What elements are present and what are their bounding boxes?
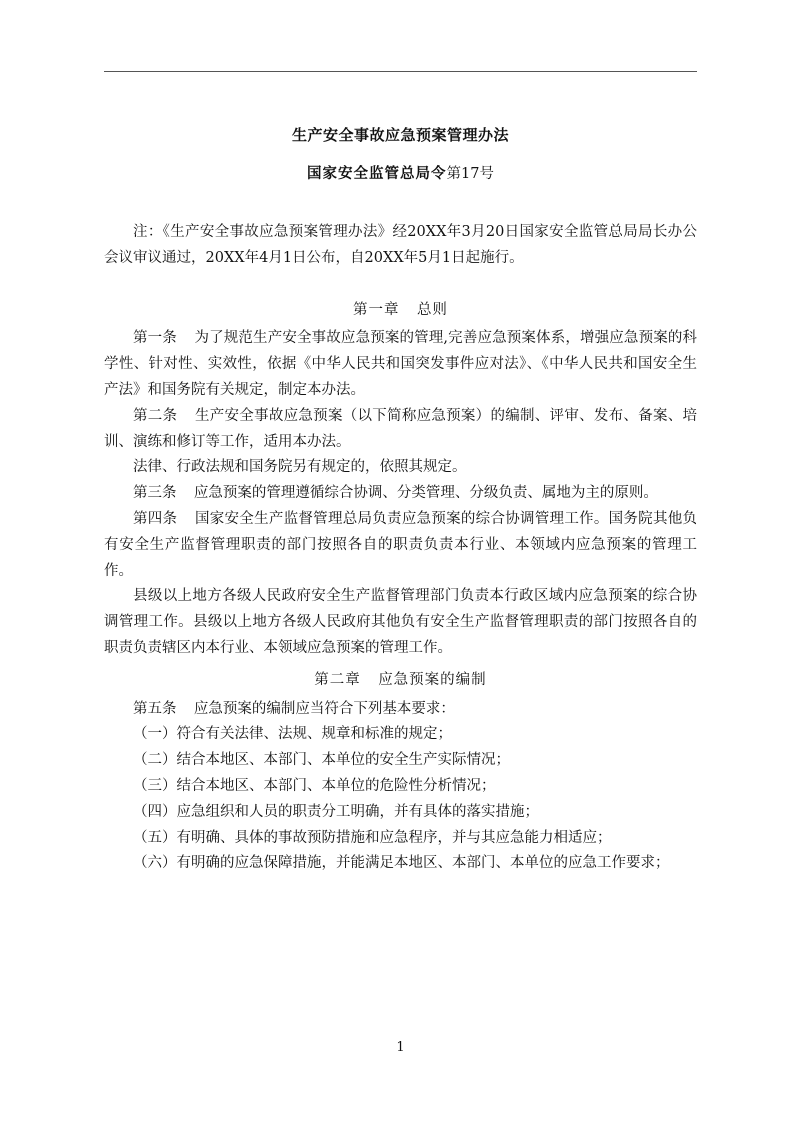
chapter-label: 第二章 — [314, 671, 361, 688]
article-number: 第二条 — [133, 407, 178, 424]
article-text: 为了规范生产安全事故应急预案的管理,完善应急预案体系，增强应急预案的科学性、针对性、实效性，依据《中华人民共和国突发事件应对法》、《中华人民共和国安全生产法》和国务院有关规定，制定本办法。 — [104, 330, 697, 398]
order-number: 第17号 — [446, 166, 494, 182]
list-item: （四）应急组织和人员的职责分工明确，并有具体的落实措施； — [133, 803, 539, 820]
article-1 — [104, 326, 697, 403]
article-text: 县级以上地方各级人民政府安全生产监督管理部门负责本行政区域内应急预案的综合协调管理工作。县级以上地方各级人民政府其他负有安全生产监督管理职责的部门按照各自的职责负责辖区内本行业、本领域应急预案的管理工作。 — [104, 588, 697, 656]
article-4-paragraph-2 — [104, 584, 697, 661]
article-text: 国家安全生产监督管理总局负责应急预案的综合协调管理工作。国务院其他负有安全生产监督管理职责的部门按照各自的职责负责本行业、本领域内应急预案的管理工作。 — [104, 510, 698, 579]
order-line — [104, 162, 697, 183]
article-number: 第一条 — [133, 330, 177, 347]
page-number: 1 — [396, 1040, 405, 1055]
article-number: 第四条 — [133, 510, 178, 527]
article-2-paragraph-2 — [104, 455, 697, 481]
article-5 — [104, 697, 697, 723]
article-number: 第三条 — [133, 485, 177, 502]
chapter-label: 第一章 — [353, 301, 400, 318]
chapter-title: 总则 — [416, 301, 448, 318]
article-text: 法律、行政法规和国务院另有规定的，依照其规定。 — [133, 459, 467, 476]
list-item: （三）结合本地区、本部门、本单位的危险性分析情况； — [133, 777, 496, 794]
article-text: 应急预案的管理遵循综合协调、分类管理、分级负责、属地为主的原则。 — [193, 485, 658, 502]
article-4 — [104, 507, 697, 584]
order-prefix: 国家安全监管总局令 — [307, 165, 447, 182]
article-2 — [104, 404, 697, 456]
article-3 — [104, 481, 697, 507]
chapter-heading-1 — [104, 298, 697, 324]
article-text: 应急预案的编制应当符合下列基本要求： — [193, 700, 455, 717]
chapter-heading-2 — [104, 668, 697, 694]
document-title: 生产安全事故应急预案管理办法 — [291, 126, 509, 144]
list-item: （二）结合本地区、本部门、本单位的安全生产实际情况； — [133, 752, 510, 769]
header-rule — [104, 71, 697, 72]
note-paragraph: 注：《生产安全事故应急预案管理办法》经20XX年3月20日国家安全监管总局局长办公会议审议通过，20XX年4月1日公布，自20XX年5月1日起施行。 — [104, 224, 697, 266]
document-body — [104, 220, 697, 877]
chapter-title: 应急预案的编制 — [378, 671, 487, 688]
list-item: （五）有明确、具体的事故预防措施和应急程序，并与其应急能力相适应； — [133, 829, 612, 846]
list-item: （六）有明确的应急保障措施，并能满足本地区、本部门、本单位的应急工作要求； — [133, 855, 670, 872]
list-item: （一）符合有关法律、法规、规章和标准的规定； — [133, 726, 452, 743]
article-number: 第五条 — [133, 700, 177, 717]
article-text: 生产安全事故应急预案（以下简称应急预案）的编制、评审、发布、备案、培训、演练和修订等工作，适用本办法。 — [104, 407, 698, 450]
